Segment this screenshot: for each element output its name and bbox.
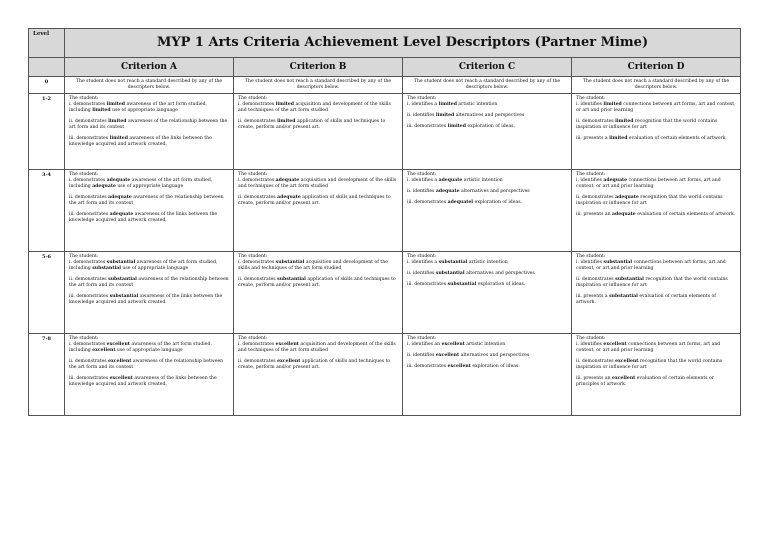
descriptor-text: The student: <box>407 172 437 177</box>
level-qualifier: adequate <box>615 195 639 200</box>
descriptor-item <box>407 364 567 370</box>
level-qualifier: limited <box>615 119 634 124</box>
descriptor-text: acquisition and development of the skills and techniques of the art form studied <box>238 178 397 189</box>
level-qualifier: substantial <box>275 260 305 265</box>
level-qualifier: adequate <box>435 189 460 194</box>
descriptor-item <box>69 195 229 207</box>
descriptor-item <box>238 195 398 207</box>
level-qualifier: excellent <box>603 342 627 347</box>
level-qualifier: substantial <box>615 277 644 282</box>
descriptor-text: ii. demonstrates <box>238 277 278 282</box>
criterion-b-header: Criterion B <box>234 58 403 77</box>
descriptor-item <box>407 189 567 195</box>
descriptor-text: iii. demonstrates <box>407 124 448 129</box>
descriptor-text: ii. demonstrates <box>238 119 278 124</box>
level-value: 5-6 <box>29 252 65 334</box>
descriptor-text: application of skills and techniques to create, perform and/or present art. <box>238 359 391 370</box>
descriptor-text: The student: <box>238 336 268 341</box>
descriptor-item <box>576 195 736 207</box>
level-qualifier: substantial <box>438 260 468 265</box>
level-qualifier: excellent <box>277 359 301 364</box>
descriptor-text: application of skills and techniques to create, perform and/or present art. <box>238 195 391 206</box>
descriptor-text: awareness of the relationship between the art form and its context <box>69 195 224 206</box>
criteria-header-spacer <box>29 58 65 77</box>
level-qualifier: excellent <box>612 376 636 381</box>
descriptor-text: i. demonstrates <box>238 178 276 183</box>
descriptor-item <box>238 178 398 190</box>
descriptor-text: iii. demonstrates <box>69 212 110 217</box>
descriptor-text: evaluation of certain elements or principles of artwork. <box>576 376 714 387</box>
level-qualifier: substantial <box>277 277 306 282</box>
level-qualifier: limited <box>447 124 466 129</box>
descriptor-item <box>576 178 736 190</box>
descriptor-text: awareness of the links between the knowledge acquired and artwork created. <box>69 376 217 387</box>
descriptor-text: acquisition and development of the skills and techniques of the art form studied <box>238 342 396 353</box>
descriptor-text: iii. presents an <box>576 212 613 217</box>
level-qualifier: adequate <box>106 178 131 183</box>
descriptor-text: application of skills and techniques to create, perform and/or present art. <box>238 277 396 288</box>
descriptor-text: iii. demonstrates <box>69 294 110 299</box>
descriptor-text: awareness of the art form studied, including <box>69 178 213 189</box>
descriptor-text: The student does not reach a standard described by any of the descriptors below. <box>244 79 392 90</box>
rubric-table <box>28 28 741 416</box>
level-qualifier: limited <box>275 102 295 107</box>
descriptor-text: iii. demonstrates <box>407 282 448 287</box>
descriptor-cell-criterion-b <box>234 252 403 334</box>
level-qualifier: substantial <box>108 277 137 282</box>
descriptor-item <box>576 79 736 91</box>
descriptor-text: i. identifies <box>576 102 604 107</box>
descriptor-text: ii. demonstrates <box>69 359 109 364</box>
descriptor-item <box>238 260 398 272</box>
descriptor-text: i. demonstrates <box>69 102 107 107</box>
criterion-a-header: Criterion A <box>65 58 234 77</box>
descriptor-text: awareness of the relationship between the art form and its context <box>69 119 228 130</box>
descriptor-text: ii. demonstrates <box>576 119 616 124</box>
descriptor-text: awareness of the links between the knowledge acquired and artwork created. <box>69 136 212 147</box>
descriptor-item <box>576 359 736 371</box>
level-qualifier: substantial <box>109 294 139 299</box>
descriptor-text: The student: <box>69 336 99 341</box>
descriptor-text: exploration of ideas. <box>473 200 523 205</box>
descriptor-item <box>69 376 229 388</box>
descriptor-cell-criterion-d <box>572 170 741 252</box>
descriptor-item <box>407 342 567 348</box>
level-qualifier: excellent <box>615 359 639 364</box>
descriptor-item <box>576 342 736 354</box>
descriptor-item <box>576 119 736 131</box>
descriptor-item <box>407 353 567 359</box>
descriptor-text: iii. presents a <box>576 136 610 141</box>
descriptor-text: The student: <box>576 172 606 177</box>
descriptor-cell-criterion-c <box>403 94 572 170</box>
descriptor-text: awareness of the links between the knowledge acquired and artwork created. <box>69 294 223 305</box>
title-row <box>29 29 741 58</box>
descriptor-text: exploration of ideas. <box>470 364 520 369</box>
level-qualifier: adequatel <box>447 200 474 205</box>
descriptor-cell-criterion-a <box>65 252 234 334</box>
descriptor-item <box>238 79 398 91</box>
descriptor-text: iii. demonstrates <box>69 376 110 381</box>
descriptor-row <box>29 334 741 416</box>
level-qualifier: excellent <box>447 364 471 369</box>
descriptor-item <box>69 178 229 190</box>
level-qualifier: adequate <box>603 178 628 183</box>
descriptor-item <box>69 79 229 91</box>
descriptor-text: alternatives and perspectives <box>464 271 535 276</box>
level-qualifier: limited <box>438 102 457 107</box>
descriptor-item <box>238 359 398 371</box>
descriptor-cell-criterion-a <box>65 334 234 416</box>
level-qualifier: adequate <box>108 195 132 200</box>
descriptor-item <box>576 136 736 142</box>
level-qualifier: excellent <box>441 342 465 347</box>
descriptor-text: awareness of the art form studied, including <box>69 102 207 113</box>
descriptor-row <box>29 94 741 170</box>
descriptor-item <box>407 113 567 119</box>
descriptor-text: The student does not reach a standard described by any of the descriptors below. <box>582 79 730 90</box>
descriptor-cell-criterion-b <box>234 94 403 170</box>
descriptor-text: connections between art forms, art and context, or art and prior learning <box>576 178 721 189</box>
descriptor-text: i. identifies <box>576 342 604 347</box>
descriptor-text: The student: <box>238 172 268 177</box>
level-value: 1-2 <box>29 94 65 170</box>
descriptor-item <box>576 102 736 114</box>
descriptor-text: application of skills and techniques to create, perform and/or present art. <box>238 119 386 130</box>
descriptor-text: The student: <box>576 254 606 259</box>
descriptor-text: artistic intention <box>464 342 506 347</box>
descriptor-text: alternatives and perspectives <box>459 189 530 194</box>
level-qualifier: limited <box>277 119 296 124</box>
criteria-header-row <box>29 58 741 77</box>
descriptor-text: recognition that the world contains inspiration or influence for art <box>576 119 718 130</box>
descriptor-cell-criterion-a <box>65 170 234 252</box>
descriptor-cell-criterion-a <box>65 77 234 94</box>
level-qualifier: adequate <box>277 195 301 200</box>
descriptor-item <box>69 277 229 289</box>
level-qualifier: excellent <box>106 342 130 347</box>
descriptor-text: i. identifies <box>576 260 604 265</box>
level-qualifier: excellent <box>108 359 132 364</box>
descriptor-text: The student: <box>407 96 437 101</box>
level-qualifier: adequate <box>612 212 636 217</box>
descriptor-text: connections between art forms, art and context, or art and prior learning <box>576 102 736 113</box>
level-qualifier: excellent <box>109 376 133 381</box>
descriptor-item <box>238 277 398 289</box>
descriptor-text: artistic intention <box>462 178 503 183</box>
descriptor-text: The student: <box>407 254 437 259</box>
descriptor-cell-criterion-d <box>572 77 741 94</box>
descriptor-text: i. demonstrates <box>69 342 107 347</box>
descriptor-text: i. identifies <box>576 178 604 183</box>
level-qualifier: limited <box>609 136 628 141</box>
descriptor-text: The student: <box>238 254 268 259</box>
descriptor-cell-criterion-d <box>572 94 741 170</box>
rubric-sheet <box>28 28 740 416</box>
descriptor-item <box>576 294 736 306</box>
level-qualifier: adequate <box>438 178 463 183</box>
level-qualifier: substantial <box>447 282 477 287</box>
level-qualifier: substantial <box>106 260 136 265</box>
descriptor-text: connections between art forms, art and context, or art and prior learning <box>576 260 726 271</box>
descriptor-row <box>29 252 741 334</box>
criterion-d-header: Criterion D <box>572 58 741 77</box>
descriptor-item <box>407 79 567 91</box>
descriptor-text: alternatives and perspectives <box>459 353 530 358</box>
descriptor-item <box>69 342 229 354</box>
level-value: 0 <box>29 77 65 94</box>
level-qualifier: excellent <box>275 342 299 347</box>
level-qualifier: excellent <box>435 353 460 358</box>
descriptor-text: evaluation of certain elements of artwork. <box>627 136 727 141</box>
descriptor-text: iii. demonstrates <box>407 200 448 205</box>
descriptor-cell-criterion-d <box>572 334 741 416</box>
descriptor-text: awareness of the art form studied, including <box>69 342 212 353</box>
level-qualifier: substantial <box>609 294 638 299</box>
descriptor-item <box>407 271 567 277</box>
descriptor-text: iii. presents an <box>576 376 613 381</box>
descriptor-item <box>69 359 229 371</box>
descriptor-text: i. demonstrates <box>69 178 107 183</box>
descriptor-text: awareness of the links between the knowledge acquired and artwork created. <box>69 212 218 223</box>
descriptor-item <box>69 212 229 224</box>
descriptor-text: awareness of the art form studied, including <box>69 260 218 271</box>
level-qualifier: limited <box>109 136 128 141</box>
descriptor-text: recognition that the world contains inspiration or influence for art <box>576 277 728 288</box>
descriptor-cell-criterion-a <box>65 94 234 170</box>
level-qualifier: adequate <box>92 184 116 189</box>
descriptor-text: evaluation of certain elements of artwork. <box>576 294 716 305</box>
descriptor-text: evaluation of certain elements of artwork. <box>635 212 736 217</box>
descriptor-text: acquisition and development of the skills and techniques of the art form studied <box>238 102 391 113</box>
descriptor-cell-criterion-c <box>403 77 572 94</box>
descriptor-text: ii. demonstrates <box>576 277 616 282</box>
descriptor-text: connections between art forms, art and context, or art and prior learning <box>576 342 721 353</box>
level-qualifier: limited <box>106 102 126 107</box>
level-qualifier: substantial <box>92 266 121 271</box>
descriptor-text: ii. demonstrates <box>238 359 278 364</box>
descriptor-text: awareness of the relationship between the art form and its context <box>69 359 224 370</box>
descriptor-text: i. demonstrates <box>238 260 276 265</box>
descriptor-text: artistic intention <box>456 102 498 107</box>
descriptor-cell-criterion-b <box>234 334 403 416</box>
level-qualifier: excellent <box>92 348 116 353</box>
descriptor-item <box>69 119 229 131</box>
descriptor-text: use of appropriate language <box>110 108 178 113</box>
descriptor-text: ii. demonstrates <box>69 119 109 124</box>
descriptor-text: use of appropriate language <box>115 348 183 353</box>
descriptor-item <box>69 102 229 114</box>
descriptor-text: The student: <box>69 96 99 101</box>
descriptor-item <box>238 342 398 354</box>
descriptor-text: ii. demonstrates <box>69 195 109 200</box>
level-value: 7-8 <box>29 334 65 416</box>
descriptor-text: awareness of the relationship between the art form and its context <box>69 277 229 288</box>
descriptor-item <box>407 178 567 184</box>
level-qualifier: substantial <box>435 271 465 276</box>
descriptor-text: recognition that the world contains inspiration or influence for art <box>576 195 723 206</box>
descriptor-text: artistic intention <box>467 260 508 265</box>
descriptor-text: ii. identifies <box>407 113 436 118</box>
descriptor-item <box>407 124 567 130</box>
descriptor-text: i. identifies a <box>407 178 439 183</box>
descriptor-text: i. demonstrates <box>238 342 276 347</box>
descriptor-text: use of appropriate language <box>120 266 189 271</box>
descriptor-text: ii. identifies <box>407 271 436 276</box>
descriptor-item <box>69 136 229 148</box>
criterion-c-header: Criterion C <box>403 58 572 77</box>
descriptor-text: i. demonstrates <box>238 102 276 107</box>
descriptor-item <box>69 260 229 272</box>
descriptor-row <box>29 77 741 94</box>
descriptor-text: The student: <box>576 336 606 341</box>
descriptor-cell-criterion-c <box>403 170 572 252</box>
descriptor-text: i. demonstrates <box>69 260 107 265</box>
descriptor-cell-criterion-b <box>234 170 403 252</box>
level-qualifier: adequate <box>275 178 300 183</box>
descriptor-text: ii. demonstrates <box>576 195 616 200</box>
descriptor-item <box>576 212 736 218</box>
level-qualifier: adequate <box>109 212 134 217</box>
descriptor-item <box>407 260 567 266</box>
descriptor-item <box>238 119 398 131</box>
descriptor-cell-criterion-c <box>403 334 572 416</box>
descriptor-text: exploration of ideas. <box>476 282 526 287</box>
descriptor-text: iii. presents a <box>576 294 610 299</box>
descriptor-text: The student: <box>576 96 606 101</box>
descriptor-item <box>407 200 567 206</box>
descriptor-cell-criterion-d <box>572 252 741 334</box>
descriptor-text: iii. demonstrates <box>69 136 110 141</box>
descriptor-item <box>69 294 229 306</box>
level-qualifier: limited <box>435 113 455 118</box>
descriptor-text: ii. demonstrates <box>238 195 278 200</box>
descriptor-text: ii. identifies <box>407 189 436 194</box>
descriptor-item <box>407 102 567 108</box>
descriptor-text: ii. demonstrates <box>69 277 109 282</box>
level-column-header: Level <box>29 29 65 58</box>
descriptor-text: The student does not reach a standard described by any of the descriptors below. <box>75 79 223 90</box>
descriptor-text: use of appropriate language <box>115 184 184 189</box>
descriptor-text: The student: <box>69 254 99 259</box>
level-qualifier: limited <box>108 119 127 124</box>
descriptor-text: The student: <box>407 336 437 341</box>
level-qualifier: limited <box>92 108 111 113</box>
descriptor-text: ii. identifies <box>407 353 436 358</box>
level-value: 3-4 <box>29 170 65 252</box>
descriptor-text: iii. demonstrates <box>407 364 448 369</box>
descriptor-text: The student: <box>69 172 99 177</box>
page-title: MYP 1 Arts Criteria Achievement Level Descriptors (Partner Mime) <box>65 29 741 58</box>
descriptor-item <box>576 376 736 388</box>
descriptor-text: alternatives and perspectives <box>454 113 525 118</box>
descriptor-row <box>29 170 741 252</box>
level-qualifier: substantial <box>603 260 633 265</box>
descriptor-text: acquisition and development of the skills and techniques of the art form studied <box>238 260 388 271</box>
descriptor-item <box>576 277 736 289</box>
level-qualifier: limited <box>603 102 622 107</box>
descriptor-text: The student: <box>238 96 268 101</box>
descriptor-cell-criterion-b <box>234 77 403 94</box>
descriptor-text: The student does not reach a standard described by any of the descriptors below. <box>413 79 561 90</box>
descriptor-text: i. identifies an <box>407 342 442 347</box>
descriptor-item <box>407 282 567 288</box>
descriptor-cell-criterion-c <box>403 252 572 334</box>
descriptor-item <box>576 260 736 272</box>
descriptor-text: exploration of ideas. <box>465 124 515 129</box>
descriptor-text: ii. demonstrates <box>576 359 616 364</box>
descriptor-text: i. identifies a <box>407 260 439 265</box>
descriptor-text: recognition that the world contains inspiration or influence for art <box>576 359 723 370</box>
descriptor-item <box>238 102 398 114</box>
descriptor-text: i. identifies a <box>407 102 439 107</box>
